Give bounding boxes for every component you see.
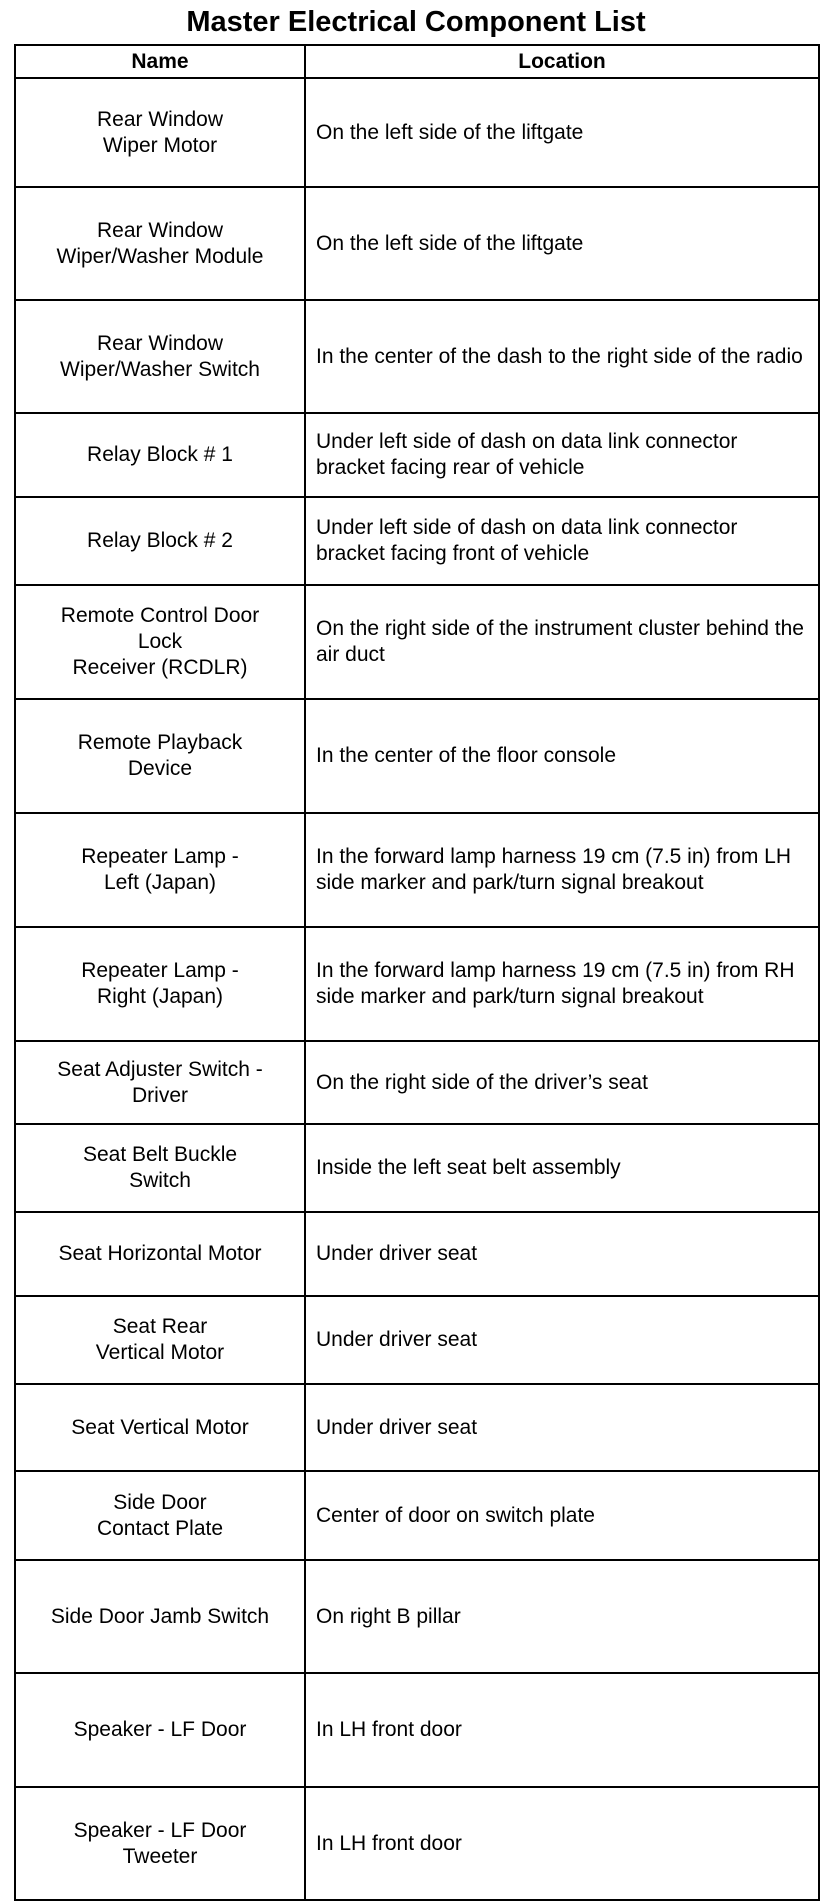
component-location: On the left side of the liftgate: [305, 78, 819, 187]
table-row: [15, 1787, 819, 1900]
component-name: Speaker - LF Door: [15, 1673, 305, 1787]
component-name: Seat Rear Vertical Motor: [15, 1296, 305, 1384]
table-header-row: [15, 45, 819, 78]
component-location: In the center of the dash to the right side of the radio: [305, 300, 819, 413]
component-name: Seat Vertical Motor: [15, 1384, 305, 1471]
component-name: Seat Belt Buckle Switch: [15, 1124, 305, 1212]
component-name: Repeater Lamp - Left (Japan): [15, 813, 305, 927]
component-location: Under left side of dash on data link connector bracket facing rear of vehicle: [305, 413, 819, 497]
component-name: Remote Playback Device: [15, 699, 305, 813]
component-name: Seat Horizontal Motor: [15, 1212, 305, 1296]
component-name: Remote Control Door Lock Receiver (RCDLR): [15, 585, 305, 699]
component-location: In LH front door: [305, 1673, 819, 1787]
component-location: Inside the left seat belt assembly: [305, 1124, 819, 1212]
table-row: [15, 1041, 819, 1124]
table-row: [15, 1560, 819, 1673]
component-name: Rear Window Wiper/Washer Switch: [15, 300, 305, 413]
table-row: [15, 699, 819, 813]
table-row: [15, 78, 819, 187]
component-location: On the left side of the liftgate: [305, 187, 819, 300]
component-location: In the forward lamp harness 19 cm (7.5 in) from RH side marker and park/turn signal breakout: [305, 927, 819, 1041]
component-name: Side Door Jamb Switch: [15, 1560, 305, 1673]
table-row: [15, 300, 819, 413]
table-row: [15, 1124, 819, 1212]
table-row: [15, 413, 819, 497]
component-name: Side Door Contact Plate: [15, 1471, 305, 1560]
table-row: [15, 1296, 819, 1384]
component-location: Under driver seat: [305, 1212, 819, 1296]
component-location: On right B pillar: [305, 1560, 819, 1673]
component-location: On the right side of the instrument cluster behind the air duct: [305, 585, 819, 699]
component-name: Relay Block # 1: [15, 413, 305, 497]
table-row: [15, 1384, 819, 1471]
component-name: Relay Block # 2: [15, 497, 305, 585]
component-name: Repeater Lamp - Right (Japan): [15, 927, 305, 1041]
component-location: Under driver seat: [305, 1384, 819, 1471]
column-header-location: Location: [305, 45, 819, 78]
table-row: [15, 1673, 819, 1787]
table-row: [15, 1471, 819, 1560]
component-name: Rear Window Wiper/Washer Module: [15, 187, 305, 300]
component-location: Center of door on switch plate: [305, 1471, 819, 1560]
table-row: [15, 585, 819, 699]
table-row: [15, 1212, 819, 1296]
table-row: [15, 187, 819, 300]
table-row: [15, 497, 819, 585]
component-location: In the forward lamp harness 19 cm (7.5 in) from LH side marker and park/turn signal breakout: [305, 813, 819, 927]
component-name: Seat Adjuster Switch - Driver: [15, 1041, 305, 1124]
component-table: [14, 44, 820, 1901]
page-title: Master Electrical Component List: [186, 6, 646, 38]
component-location: In the center of the floor console: [305, 699, 819, 813]
component-location: In LH front door: [305, 1787, 819, 1900]
table-row: [15, 813, 819, 927]
table-row: [15, 927, 819, 1041]
component-location: Under left side of dash on data link connector bracket facing front of vehicle: [305, 497, 819, 585]
component-location: On the right side of the driver’s seat: [305, 1041, 819, 1124]
component-location: Under driver seat: [305, 1296, 819, 1384]
column-header-name: Name: [15, 45, 305, 78]
component-name: Rear Window Wiper Motor: [15, 78, 305, 187]
component-name: Speaker - LF Door Tweeter: [15, 1787, 305, 1900]
